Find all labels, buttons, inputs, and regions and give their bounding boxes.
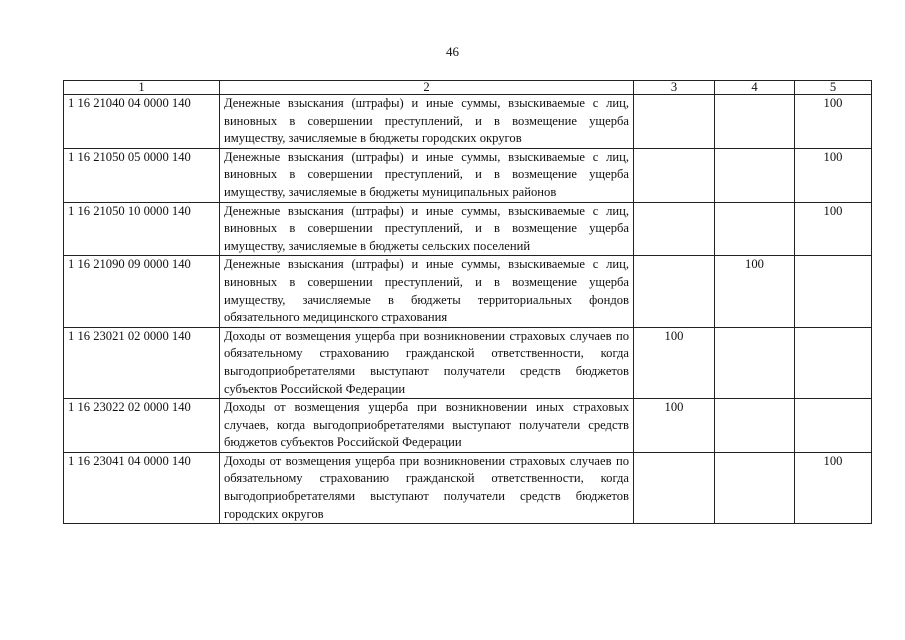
value-col-3 xyxy=(634,202,715,256)
revenue-code: 1 16 23022 02 0000 140 xyxy=(64,399,220,453)
budget-revenue-table xyxy=(63,80,872,524)
column-header-3: 3 xyxy=(634,81,715,95)
value-col-4 xyxy=(715,148,795,202)
value-col-5: 100 xyxy=(795,148,872,202)
table-row xyxy=(64,256,872,327)
value-col-5 xyxy=(795,256,872,327)
value-col-5 xyxy=(795,327,872,398)
page-number: 46 xyxy=(446,44,459,59)
column-header-2: 2 xyxy=(220,81,634,95)
value-col-3 xyxy=(634,452,715,523)
value-col-5 xyxy=(795,399,872,453)
value-col-4 xyxy=(715,95,795,149)
value-col-3 xyxy=(634,148,715,202)
column-header-4: 4 xyxy=(715,81,795,95)
revenue-code: 1 16 23041 04 0000 140 xyxy=(64,452,220,523)
table-row xyxy=(64,327,872,398)
value-col-4 xyxy=(715,202,795,256)
value-col-3: 100 xyxy=(634,399,715,453)
table-row xyxy=(64,95,872,149)
table-header-row xyxy=(64,81,872,95)
revenue-description: Денежные взыскания (штрафы) и иные суммы, взыскиваемые с лиц, виновных в совершении преступлений, и в возмещение ущерба имуществу, зачисляемые в бюджеты сельских поселений xyxy=(220,202,634,256)
revenue-code: 1 16 21040 04 0000 140 xyxy=(64,95,220,149)
value-col-4 xyxy=(715,399,795,453)
value-col-4: 100 xyxy=(715,256,795,327)
revenue-description: Денежные взыскания (штрафы) и иные суммы, взыскиваемые с лиц, виновных в совершении преступлений, и в возмещение ущерба имуществу, зачисляемые в бюджеты муниципальных районов xyxy=(220,148,634,202)
table-row xyxy=(64,202,872,256)
revenue-description: Доходы от возмещения ущерба при возникновении иных страховых случаев, когда выгодоприобретателями выступают получатели средств бюджетов субъектов Российской Федерации xyxy=(220,399,634,453)
revenue-description: Доходы от возмещения ущерба при возникновении страховых случаев по обязательному страхованию гражданской ответственности, когда выгодоприобретателями выступают получатели средств бюджетов субъектов Российской Федерации xyxy=(220,327,634,398)
revenue-code: 1 16 21050 05 0000 140 xyxy=(64,148,220,202)
revenue-description: Денежные взыскания (штрафы) и иные суммы, взыскиваемые с лиц, виновных в совершении преступлений, и в возмещение ущерба имуществу, зачисляемые в бюджеты городских округов xyxy=(220,95,634,149)
value-col-5: 100 xyxy=(795,202,872,256)
revenue-code: 1 16 23021 02 0000 140 xyxy=(64,327,220,398)
revenue-code: 1 16 21090 09 0000 140 xyxy=(64,256,220,327)
value-col-3 xyxy=(634,95,715,149)
value-col-3 xyxy=(634,256,715,327)
table-row xyxy=(64,148,872,202)
revenue-description: Доходы от возмещения ущерба при возникновении страховых случаев по обязательному страхованию гражданской ответственности, когда выгодоприобретателями выступают получатели средств бюджетов городских округов xyxy=(220,452,634,523)
column-header-1: 1 xyxy=(64,81,220,95)
table-row xyxy=(64,399,872,453)
value-col-5: 100 xyxy=(795,452,872,523)
revenue-description: Денежные взыскания (штрафы) и иные суммы, взыскиваемые с лиц, виновных в совершении преступлений, и в возмещение ущерба имуществу, зачисляемые в бюджеты территориальных фондов обязательного медицинского страхования xyxy=(220,256,634,327)
value-col-4 xyxy=(715,327,795,398)
revenue-code: 1 16 21050 10 0000 140 xyxy=(64,202,220,256)
value-col-5: 100 xyxy=(795,95,872,149)
value-col-4 xyxy=(715,452,795,523)
value-col-3: 100 xyxy=(634,327,715,398)
column-header-5: 5 xyxy=(795,81,872,95)
table-row xyxy=(64,452,872,523)
